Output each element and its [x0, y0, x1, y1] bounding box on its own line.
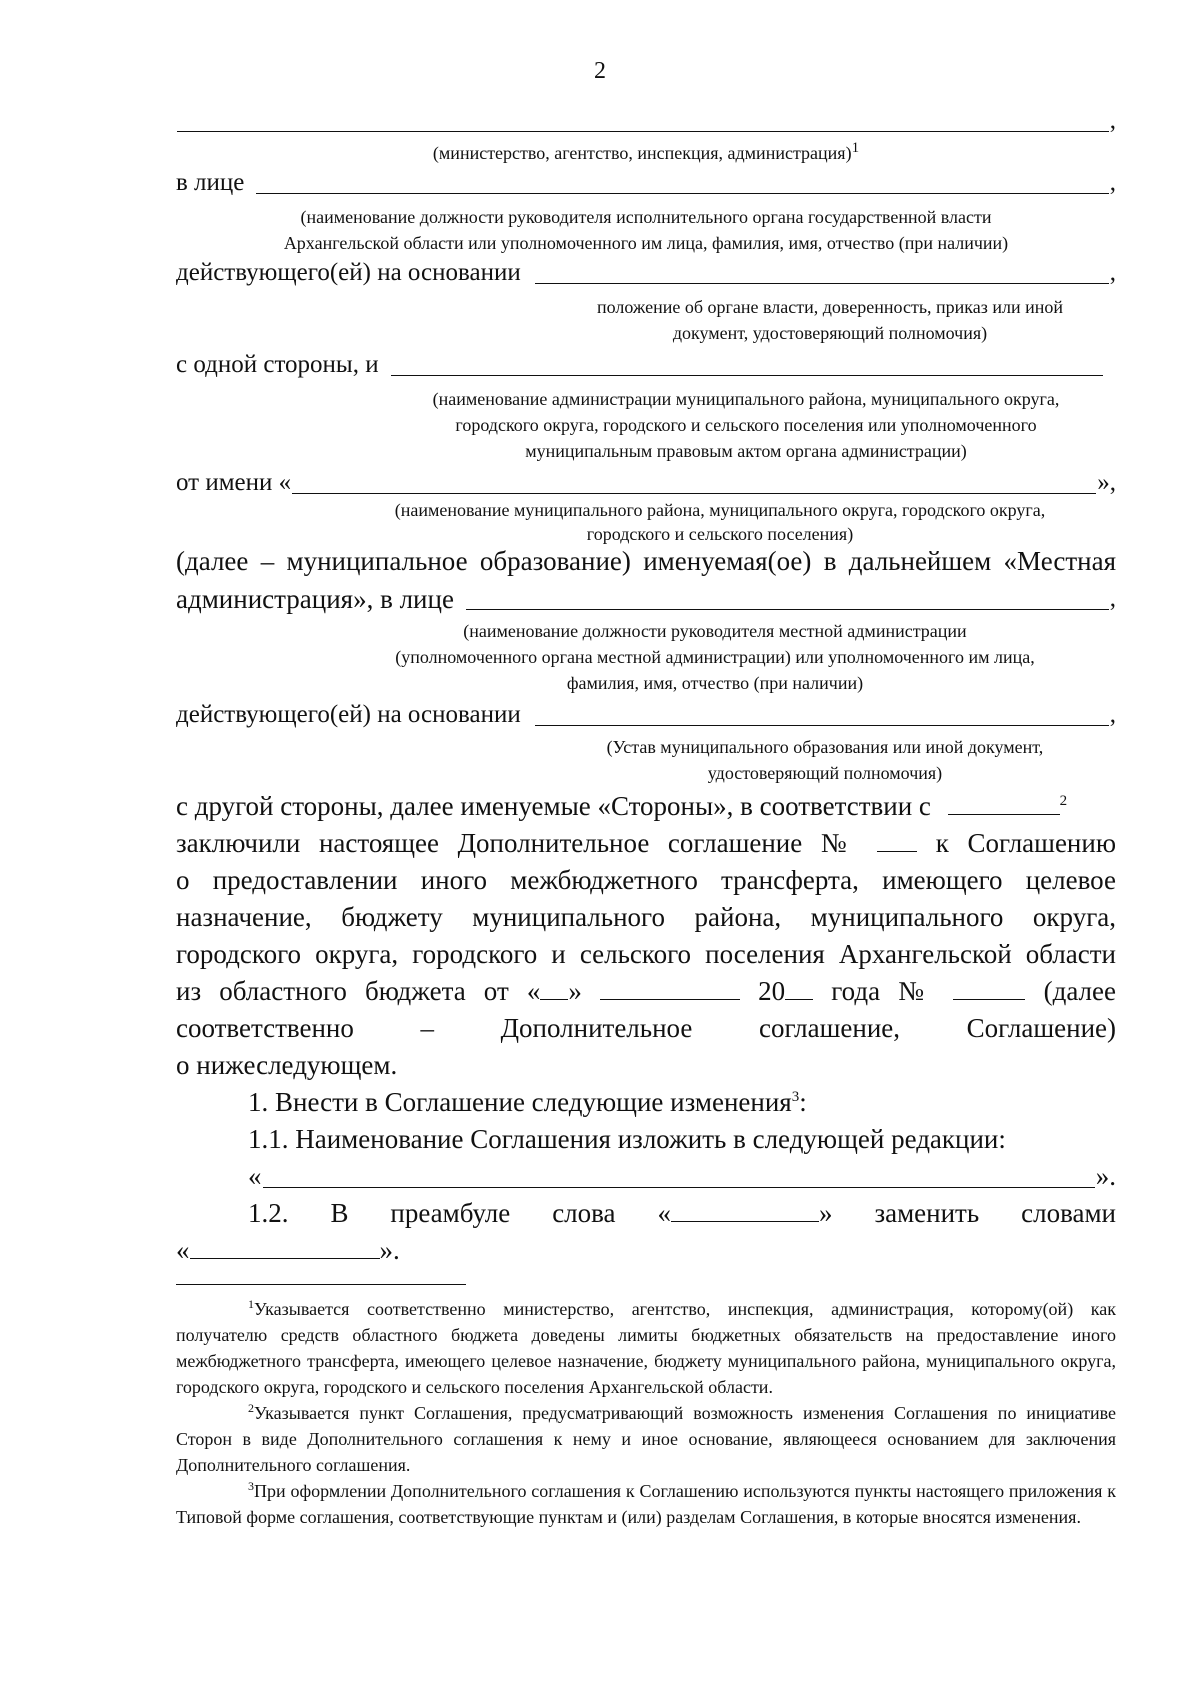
body-line-3: о предоставлении иного межбюджетного трансферта, имеющего целевое	[176, 865, 1116, 895]
body-line-2	[176, 825, 1116, 862]
clause-1-2-c: преамбуле	[390, 1198, 511, 1228]
party-one-blank[interactable]	[391, 351, 1103, 376]
clause-1-1: 1.1. Наименование Соглашения изложить в следующей редакции:	[248, 1124, 1006, 1154]
main-paragraph	[176, 788, 1116, 1269]
body-line-2a: заключили настоящее Дополнительное соглашение №	[176, 828, 859, 858]
basis-caption-line-1: положение об органе власти, доверенность, приказ или иной	[596, 297, 1064, 317]
body-line-7b: –	[420, 1013, 435, 1043]
party-one-label: с одной стороны, и	[176, 351, 379, 378]
person-caption-line-1: (наименование должности руководителя исполнительного органа государственной власти	[300, 207, 992, 227]
clause-1-1-close-quote: ».	[1095, 1161, 1116, 1191]
footnote-2-sup: 2	[248, 1401, 254, 1415]
clause-1-2-old-words	[657, 1198, 832, 1228]
body-line-7a: соответственно	[176, 1013, 354, 1043]
body-line-6d: года №	[831, 976, 936, 1006]
agreement-month-blank[interactable]	[600, 973, 740, 1000]
clause-1-2-g: заменить	[874, 1198, 980, 1228]
body-line-1-sup: 2	[1059, 793, 1068, 809]
body-line-6	[176, 973, 1116, 1010]
body-line-8: о нижеследующем.	[176, 1050, 398, 1080]
footnote-3-text: При оформлении Дополнительного соглашения к Соглашению используются пункты настоящего приложения к Типовой форме соглашения, соответствующие пунктам и (или) разделам Соглашения, в которые вносятся изменения.	[176, 1481, 1116, 1527]
on-behalf-caption	[330, 498, 1110, 546]
body-line-4: назначение, бюджету муниципального района, муниципального округа,	[176, 902, 1116, 932]
page-number: 2	[594, 58, 606, 84]
clause-1-1-field	[176, 1158, 1116, 1195]
clause-1-2-new-words	[176, 1232, 1116, 1269]
old-words-close: »	[818, 1198, 833, 1228]
additional-agreement-number-blank[interactable]	[877, 825, 917, 852]
clause-1-2-num: 1.2.	[248, 1198, 289, 1228]
footnote-2	[176, 1400, 1116, 1478]
local-admin-field-row	[176, 584, 1116, 614]
new-words-blank[interactable]	[190, 1232, 380, 1259]
footnote-1-text: Указывается соответственно министерство, агентство, инспекция, администрация, которому(ой) как получателю средств областного бюджета доведены лимиты бюджетных обязательств на предоставление иного межбюджетного трансферта, имеющего целевое назначение, бюджету муниципального района, муниципального округа, городского округа, городского и сельского поселения Архангельской области.	[176, 1299, 1116, 1397]
charter-caption-line-2: удостоверяющий полномочия)	[707, 763, 943, 783]
clause-1-end: :	[799, 1087, 807, 1117]
local-admin-block	[176, 543, 1116, 580]
clause-1-1-open-quote: «	[248, 1161, 262, 1191]
basis-label: действующего(ей) на основании	[176, 259, 521, 286]
charter-caption	[560, 734, 1090, 786]
body-line-6-year	[758, 976, 813, 1006]
ministry-caption-sup: 1	[851, 140, 860, 156]
party-one-caption-line-3: муниципальным правовым актом органа администрации)	[525, 441, 967, 461]
charter-end: ,	[1109, 701, 1116, 728]
charter-blank[interactable]	[535, 701, 1109, 726]
local-admin-line-1: (далее – муниципальное образование) именуемая(ое) в дальнейшем «Местная	[176, 546, 1116, 576]
charter-caption-line-1: (Устав муниципального образования или иной документ,	[606, 737, 1044, 757]
body-line-1	[176, 788, 1116, 825]
footnote-2-text: Указывается пункт Соглашения, предусматривающий возможность изменения Соглашения по инициативе Сторон в виде Дополнительного соглашения к нему и иное основание, являющееся основанием для заключения Дополнительного соглашения.	[176, 1403, 1116, 1475]
footnote-3-sup: 3	[248, 1479, 254, 1493]
person-blank[interactable]	[256, 169, 1108, 194]
basis-field-row	[176, 258, 1116, 288]
body-line-6b: »	[568, 976, 582, 1006]
body-line-7e: Соглашение)	[966, 1013, 1116, 1043]
ministry-end: ,	[1109, 107, 1116, 134]
basis-caption	[560, 294, 1100, 346]
local-admin-caption	[340, 618, 1090, 696]
new-words-open: «	[176, 1235, 190, 1265]
body-line-6e: (далее	[1043, 976, 1117, 1006]
footnote-separator	[176, 1284, 466, 1285]
basis-caption-line-2: документ, удостоверяющий полномочия)	[672, 323, 988, 343]
agreement-day-blank[interactable]	[540, 973, 568, 1000]
on-behalf-field-row	[176, 468, 1116, 498]
body-line-5: городского округа, городского и сельского поселения Архангельской области	[176, 939, 1116, 969]
local-admin-caption-line-2: (уполномоченного органа местной администрации) или уполномоченного им лица,	[395, 647, 1035, 667]
clause-1-text: 1. Внести в Соглашение следующие изменения	[248, 1087, 792, 1117]
year-prefix: 20	[758, 976, 786, 1006]
clause-1-2-d: слова	[552, 1198, 616, 1228]
person-label: в лице	[176, 169, 245, 196]
body-line-1-text: с другой стороны, далее именуемые «Стороны», в соответствии с	[176, 791, 931, 821]
person-field-row	[176, 168, 1116, 198]
agreement-clause-blank[interactable]	[948, 788, 1060, 815]
local-admin-caption-line-1: (наименование должности руководителя местной администрации	[463, 621, 967, 641]
new-title-blank[interactable]	[263, 1163, 1095, 1188]
local-admin-blank[interactable]	[466, 585, 1109, 610]
clause-1-2-h: словами	[1021, 1198, 1116, 1228]
basis-blank[interactable]	[535, 259, 1109, 284]
on-behalf-caption-line-2: городского и сельского поселения)	[586, 524, 854, 544]
footnote-1	[176, 1296, 1116, 1400]
person-end: ,	[1109, 169, 1116, 196]
party-one-field-row	[176, 350, 1104, 380]
clause-1-2	[176, 1195, 1116, 1232]
basis-end: ,	[1109, 259, 1116, 286]
local-admin-caption-line-3: фамилия, имя, отчество (при наличии)	[566, 673, 864, 693]
ministry-caption	[176, 140, 1116, 166]
charter-field-row	[176, 700, 1116, 730]
on-behalf-end: »,	[1097, 469, 1116, 496]
clause-1-2-b: В	[330, 1198, 349, 1228]
body-line-6a: из областного бюджета от «	[176, 976, 541, 1006]
old-words-blank[interactable]	[671, 1195, 819, 1222]
party-one-caption	[376, 386, 1116, 464]
new-words-close: ».	[379, 1235, 400, 1265]
on-behalf-label: от имени «	[176, 469, 292, 496]
agreement-year-blank[interactable]	[785, 973, 813, 1000]
footnote-3	[176, 1478, 1116, 1530]
body-line-2b: к Соглашению	[935, 828, 1117, 858]
person-caption-line-2: Архангельской области или уполномоченного им лица, фамилия, имя, отчество (при наличии)	[283, 233, 1009, 253]
clause-1	[176, 1084, 1116, 1121]
person-caption	[176, 204, 1116, 256]
body-line-7d: соглашение,	[758, 1013, 901, 1043]
on-behalf-blank[interactable]	[292, 469, 1096, 494]
ministry-field-row	[176, 106, 1116, 136]
old-words-open: «	[657, 1198, 671, 1228]
footnotes	[176, 1296, 1116, 1530]
on-behalf-caption-line-1: (наименование муниципального района, муниципального округа, городского округа,	[394, 500, 1046, 520]
body-line-7c: Дополнительное	[500, 1013, 693, 1043]
clause-1-sup: 3	[791, 1089, 800, 1105]
local-admin-label: администрация», в лице	[176, 584, 454, 614]
local-admin-end: ,	[1109, 585, 1116, 612]
body-line-7	[176, 1010, 1116, 1047]
footnote-1-sup: 1	[248, 1297, 254, 1311]
charter-label: действующего(ей) на основании	[176, 701, 521, 728]
party-one-caption-line-1: (наименование администрации муниципального района, муниципального округа,	[432, 389, 1060, 409]
ministry-caption-text: (министерство, агентство, инспекция, администрация)	[432, 143, 852, 163]
ministry-blank[interactable]	[177, 107, 1109, 132]
party-one-caption-line-2: городского округа, городского и сельского поселения или уполномоченного	[455, 415, 1037, 435]
agreement-number-blank[interactable]	[953, 973, 1025, 1000]
